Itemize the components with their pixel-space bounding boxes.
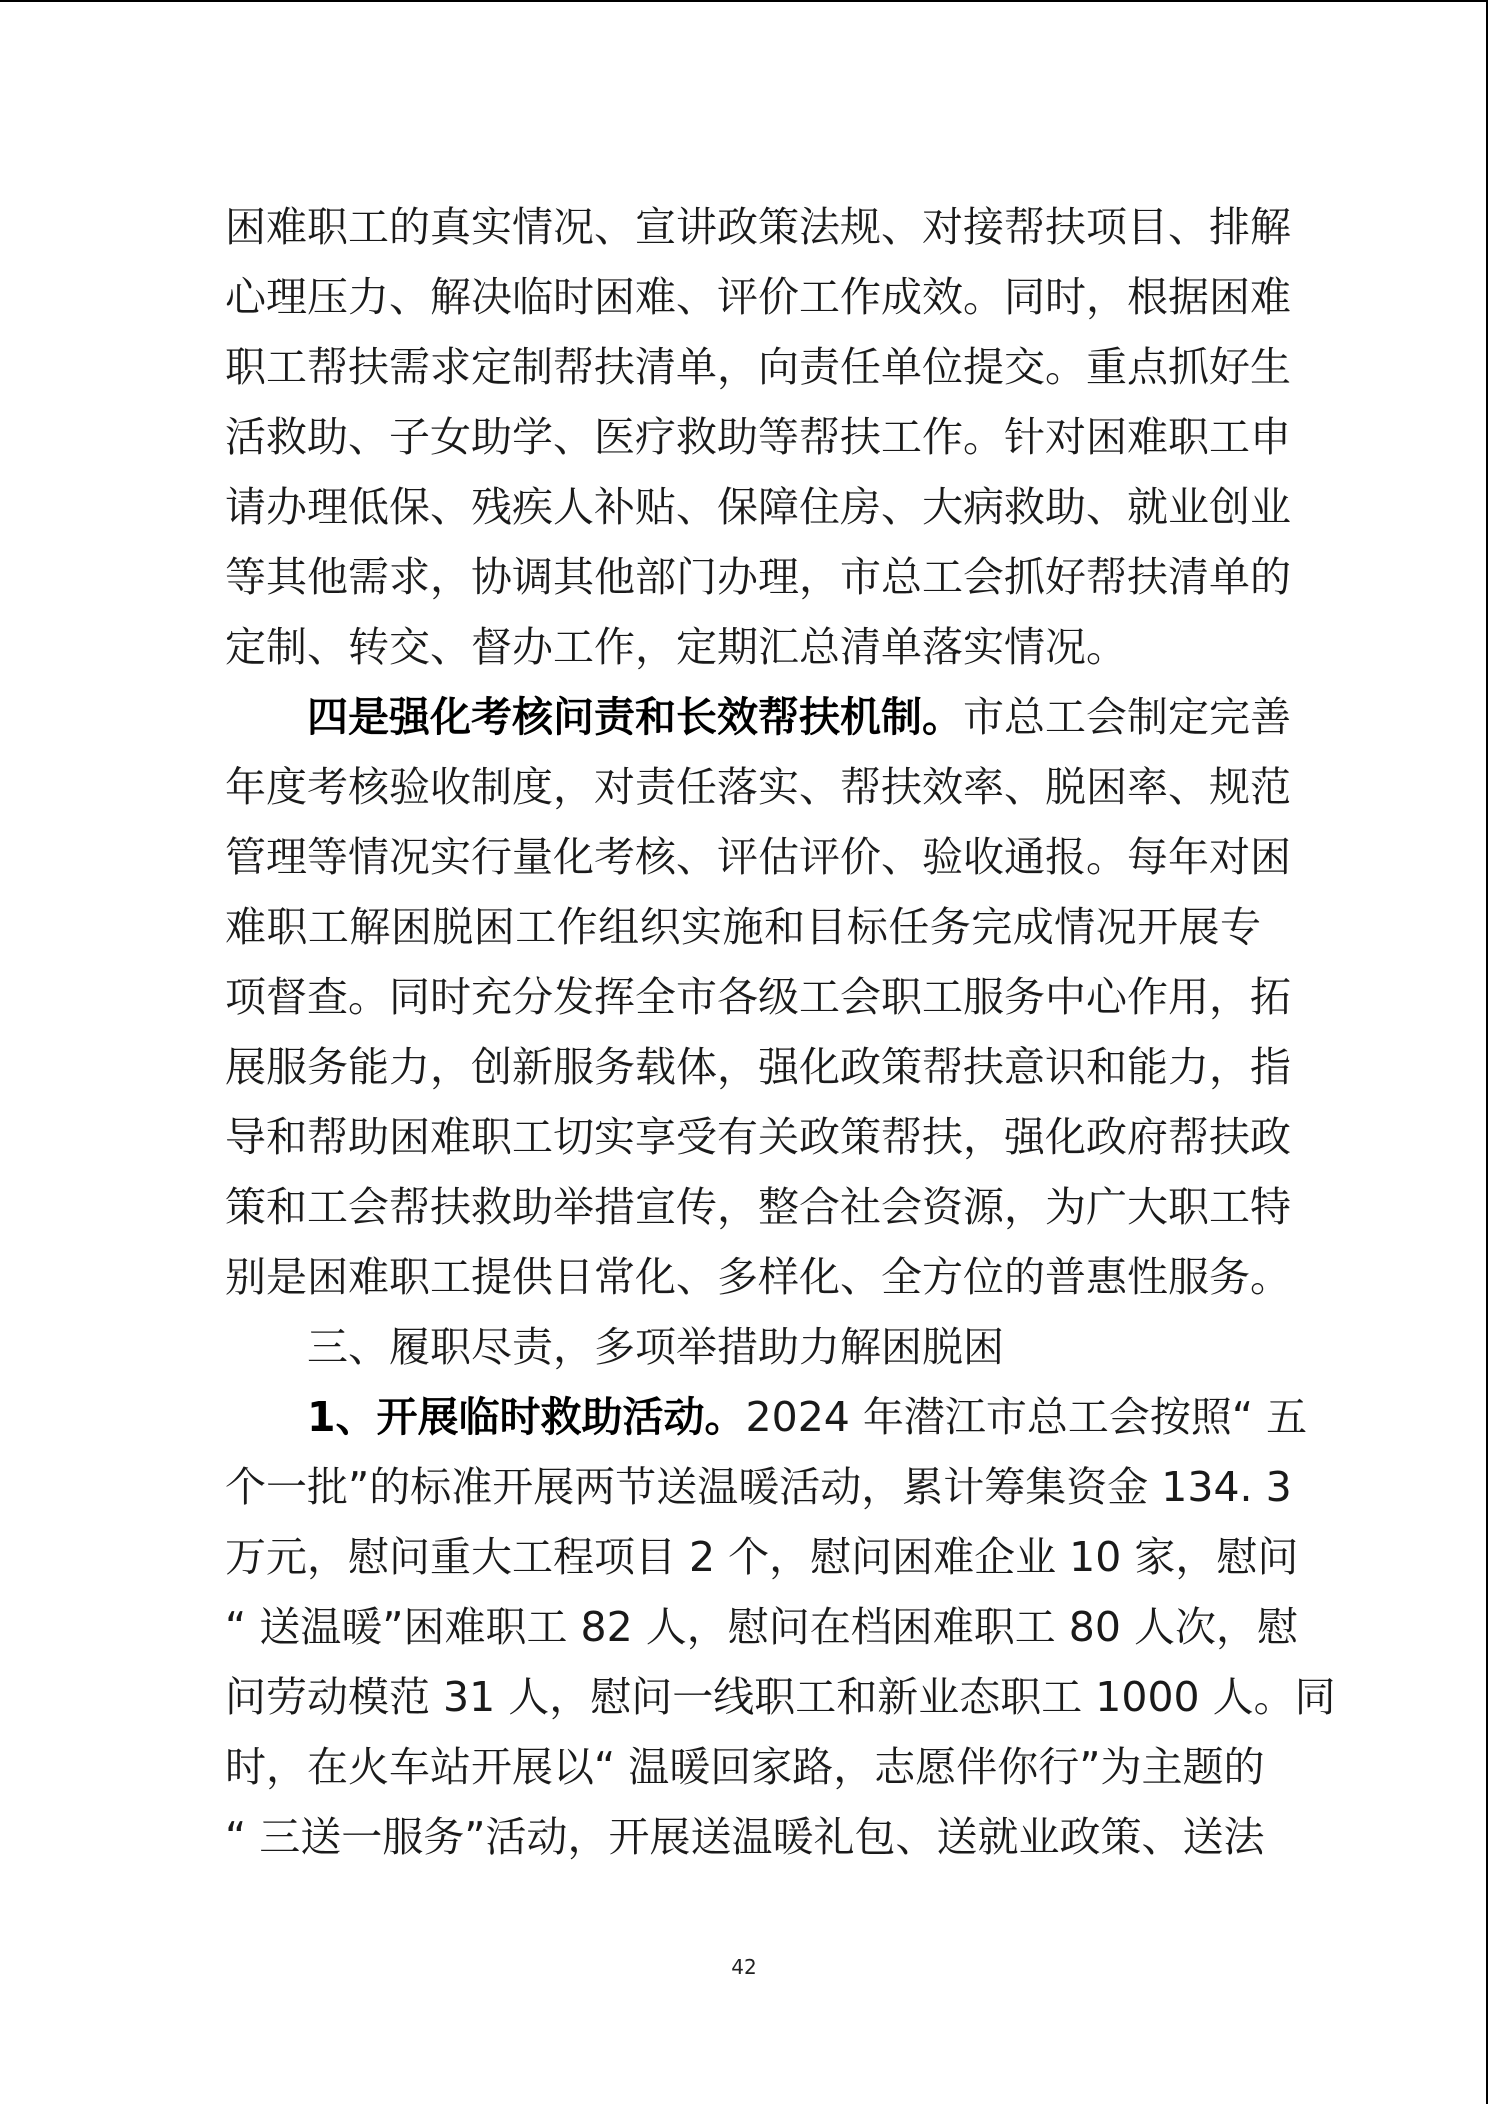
text-line: 等其他需求，协调其他部门办理，市总工会抓好帮扶清单的	[225, 553, 1291, 601]
text-line: 个一批”的标准开展两节送温暖活动，累计筹集资金 134. 3	[225, 1463, 1292, 1511]
text-line: 展服务能力，创新服务载体，强化政策帮扶意识和能力，指	[225, 1043, 1291, 1091]
section-three-heading: 三、履职尽责，多项举措助力解困脱困	[307, 1323, 1004, 1371]
text-line: 请办理低保、残疾人补贴、保障住房、大病救助、就业创业	[225, 483, 1291, 531]
paragraph-four-heading: 四是强化考核问责和长效帮扶机制。	[307, 693, 963, 741]
body-text	[225, 192, 1336, 1872]
text-line: 管理等情况实行量化考核、评估评价、验收通报。每年对困	[225, 833, 1291, 881]
text-line: 问劳动模范 31 人，慰问一线职工和新业态职工 1000 人。同	[225, 1673, 1336, 1721]
text-line: 定制、转交、督办工作，定期汇总清单落实情况。	[225, 623, 1127, 671]
text-line: “ 三送一服务”活动，开展送温暖礼包、送就业政策、送法	[225, 1813, 1265, 1861]
paragraph-four-first-line-text: 市总工会制定完善	[963, 693, 1291, 741]
paragraph-one-first-line-text: 2024 年潜江市总工会按照“ 五	[745, 1393, 1308, 1441]
text-line: “ 送温暖”困难职工 82 人，慰问在档困难职工 80 人次，慰	[225, 1603, 1298, 1651]
paragraph-one-heading: 1、开展临时救助活动。	[307, 1393, 746, 1441]
text-line: 项督查。同时充分发挥全市各级工会职工服务中心作用，拓	[225, 973, 1291, 1021]
text-line: 别是困难职工提供日常化、多样化、全方位的普惠性服务。	[225, 1253, 1291, 1301]
text-line: 年度考核验收制度，对责任落实、帮扶效率、脱困率、规范	[225, 763, 1291, 811]
text-line: 活救助、子女助学、医疗救助等帮扶工作。针对困难职工申	[225, 413, 1291, 461]
text-line: 时，在火车站开展以“ 温暖回家路，志愿伴你行”为主题的	[225, 1743, 1265, 1791]
text-line: 职工帮扶需求定制帮扶清单，向责任单位提交。重点抓好生	[225, 343, 1291, 391]
text-line: 难职工解困脱困工作组织实施和目标任务完成情况开展专	[225, 903, 1261, 951]
text-line: 心理压力、解决临时困难、评价工作成效。同时，根据困难	[225, 273, 1291, 321]
page-number: 42	[731, 1955, 757, 1979]
text-line: 困难职工的真实情况、宣讲政策法规、对接帮扶项目、排解	[225, 203, 1291, 251]
text-line: 策和工会帮扶救助举措宣传，整合社会资源，为广大职工特	[225, 1183, 1291, 1231]
text-line: 万元，慰问重大工程项目 2 个，慰问困难企业 10 家，慰问	[225, 1533, 1299, 1581]
paragraph-four-first-line	[225, 682, 1291, 752]
text-line: 导和帮助困难职工切实享受有关政策帮扶，强化政府帮扶政	[225, 1113, 1291, 1161]
paragraph-one-first-line	[225, 1382, 1308, 1452]
